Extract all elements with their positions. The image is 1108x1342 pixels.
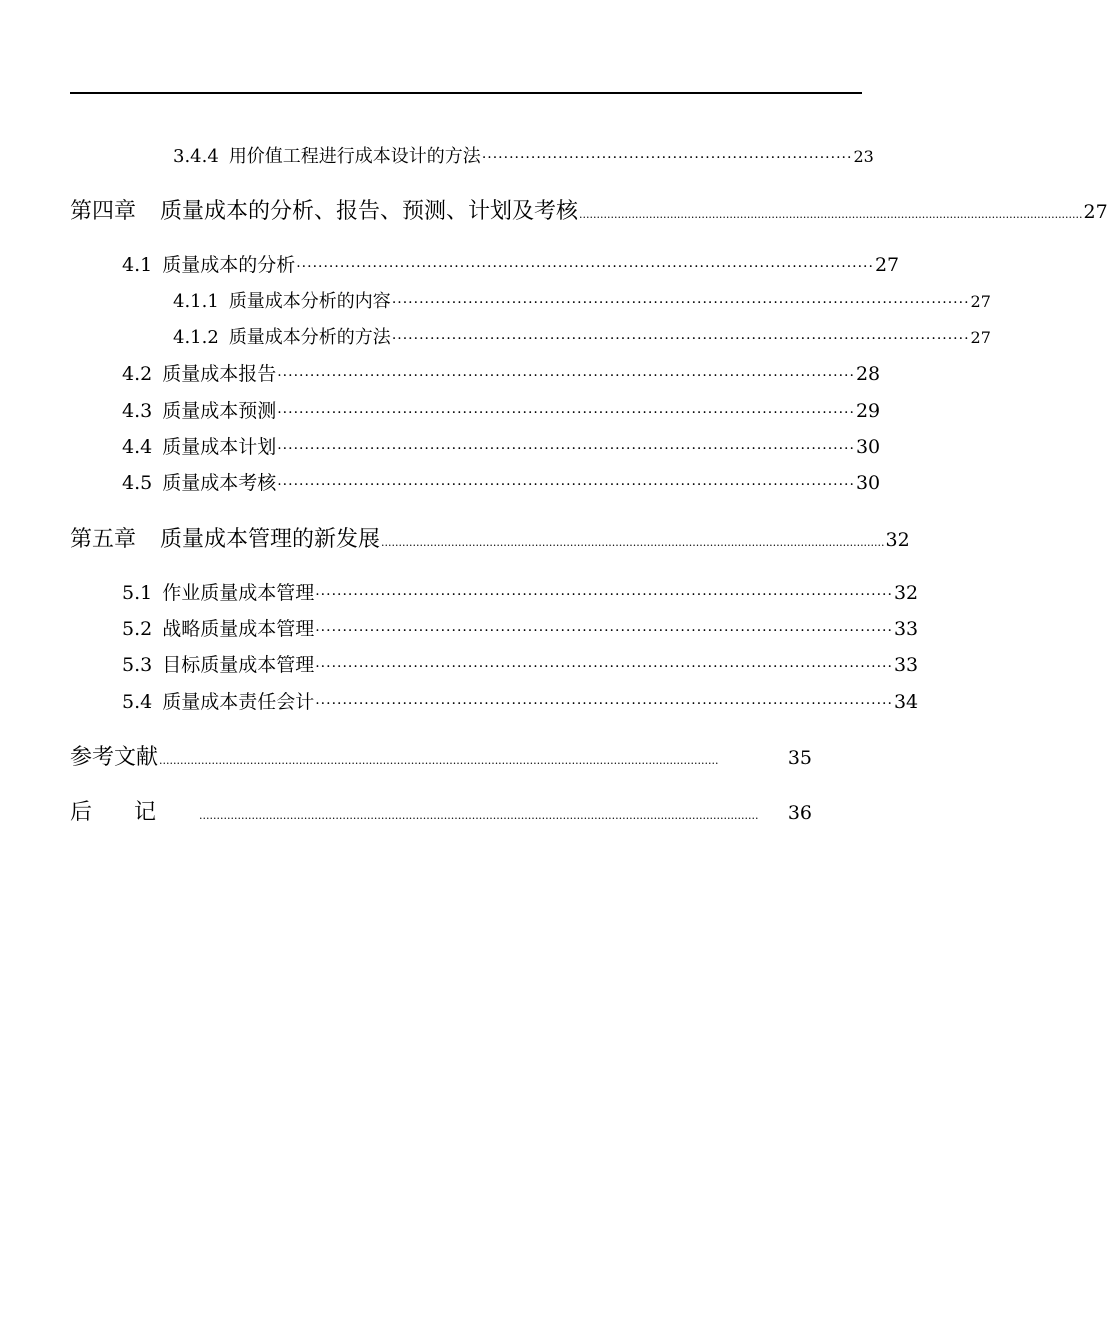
toc-entry-number: 4.4 — [122, 436, 153, 458]
toc-leader-dots: ................................................................................................................................................ — [381, 536, 885, 549]
toc-leader-dots: ·········································································································· — [391, 295, 970, 311]
toc-entry-title: 质量成本管理的新发展 — [160, 527, 381, 552]
toc-leader-dots: ·········································································································· — [315, 696, 893, 712]
toc-entry-page: 34 — [893, 691, 919, 713]
toc-entry-page: 27 — [1083, 201, 1108, 223]
toc-entry[interactable] — [122, 614, 919, 640]
toc-entry[interactable] — [122, 468, 881, 494]
toc-entry-page: 35 — [787, 747, 812, 769]
toc-entry-number: 4.1 — [122, 254, 153, 276]
toc-entry[interactable] — [122, 432, 881, 458]
toc-leader-dots: ·········································································································· — [391, 331, 970, 347]
toc-entry-page: 32 — [885, 529, 910, 551]
toc-entry-title: 质量成本责任会计 — [162, 691, 315, 713]
toc-entry-title: 质量成本计划 — [162, 436, 277, 458]
toc-entry-title: 质量成本分析的内容 — [228, 291, 391, 312]
toc-entry[interactable] — [173, 287, 991, 312]
toc-entry-title: 质量成本预测 — [162, 400, 277, 422]
toc-entry-page: 23 — [853, 147, 874, 166]
toc-entry-number: 5.4 — [122, 691, 153, 713]
toc-entry[interactable] — [122, 578, 919, 604]
toc-entry-number: 5.2 — [122, 618, 153, 640]
toc-entry[interactable] — [122, 650, 919, 676]
toc-leader-dots: ·········································································································· — [277, 477, 855, 493]
toc-entry-title: 质量成本考核 — [162, 472, 277, 494]
toc-entry-title: 作业质量成本管理 — [162, 582, 315, 604]
toc-entry-number: 4.2 — [122, 363, 153, 385]
toc-entry-page: 32 — [893, 582, 919, 604]
toc-entry-title: 质量成本报告 — [162, 363, 277, 385]
toc-entry[interactable] — [173, 323, 991, 348]
toc-entry-page: 36 — [787, 802, 812, 824]
toc-leader-dots: ·········································································································· — [315, 587, 893, 603]
toc-entry-number: 4.5 — [122, 472, 153, 494]
toc-leader-dots: ·········································································································· — [277, 441, 855, 457]
toc-entry[interactable] — [122, 359, 881, 385]
toc-entry-page: 30 — [855, 472, 881, 494]
toc-leader-dots: ·········································································································· — [315, 623, 893, 639]
toc-entry-title: 目标质量成本管理 — [162, 654, 315, 676]
toc-entry-page: 27 — [970, 328, 991, 347]
toc-entry-number: 4.1.1 — [173, 291, 219, 312]
toc-entry-page: 28 — [855, 363, 881, 385]
toc-entry[interactable] — [173, 142, 874, 167]
toc-entry-page: 33 — [893, 618, 919, 640]
toc-entry[interactable] — [122, 250, 900, 276]
toc-chapter-entry[interactable] — [70, 194, 1108, 224]
toc-entry-number: 3.4.4 — [173, 146, 219, 167]
toc-entry-title: 参考文献 — [70, 745, 159, 770]
toc-chapter-entry[interactable] — [70, 795, 812, 825]
toc-entry-title: 质量成本的分析 — [162, 254, 296, 276]
toc-entry[interactable] — [122, 687, 919, 713]
toc-leader-dots: ·········································································································· — [315, 659, 893, 675]
toc-chapter-entry[interactable] — [70, 522, 910, 552]
toc-entry-number: 5.1 — [122, 582, 153, 604]
toc-leader-dots: ................................................................................................................................................................ — [159, 754, 719, 767]
toc-entry-page: 27 — [874, 254, 900, 276]
toc-entry-page: 29 — [855, 400, 881, 422]
toc-entry-title: 质量成本分析的方法 — [228, 327, 391, 348]
toc-entry-page: 27 — [970, 292, 991, 311]
toc-entry-number: 5.3 — [122, 654, 153, 676]
toc-entry[interactable] — [122, 396, 881, 422]
toc-entry-title: 战略质量成本管理 — [162, 618, 315, 640]
toc-entry-page: 33 — [893, 654, 919, 676]
toc-entry-title: 后记 — [70, 800, 199, 825]
toc-entry-number: 4.1.2 — [173, 327, 219, 348]
toc-chapter-entry[interactable] — [70, 740, 812, 770]
toc-leader-dots: ·········································································································· — [277, 405, 855, 421]
toc-leader-dots: ·········································································································· — [296, 259, 874, 275]
toc-leader-dots: ................................................................................................................................................ — [579, 208, 1083, 221]
toc-entry-number: 4.3 — [122, 400, 153, 422]
toc-entry-title: 质量成本的分析、报告、预测、计划及考核 — [160, 199, 579, 224]
toc-entry-number: 第四章 — [70, 199, 137, 224]
toc-leader-dots: ···································································· — [481, 150, 853, 166]
toc-entry-number: 第五章 — [70, 527, 137, 552]
toc-entry-title: 用价值工程进行成本设计的方法 — [228, 146, 481, 167]
toc-leader-dots: ·········································································································· — [277, 368, 855, 384]
toc-entry-page: 30 — [855, 436, 881, 458]
toc-leader-dots: ................................................................................................................................................................ — [199, 809, 759, 822]
